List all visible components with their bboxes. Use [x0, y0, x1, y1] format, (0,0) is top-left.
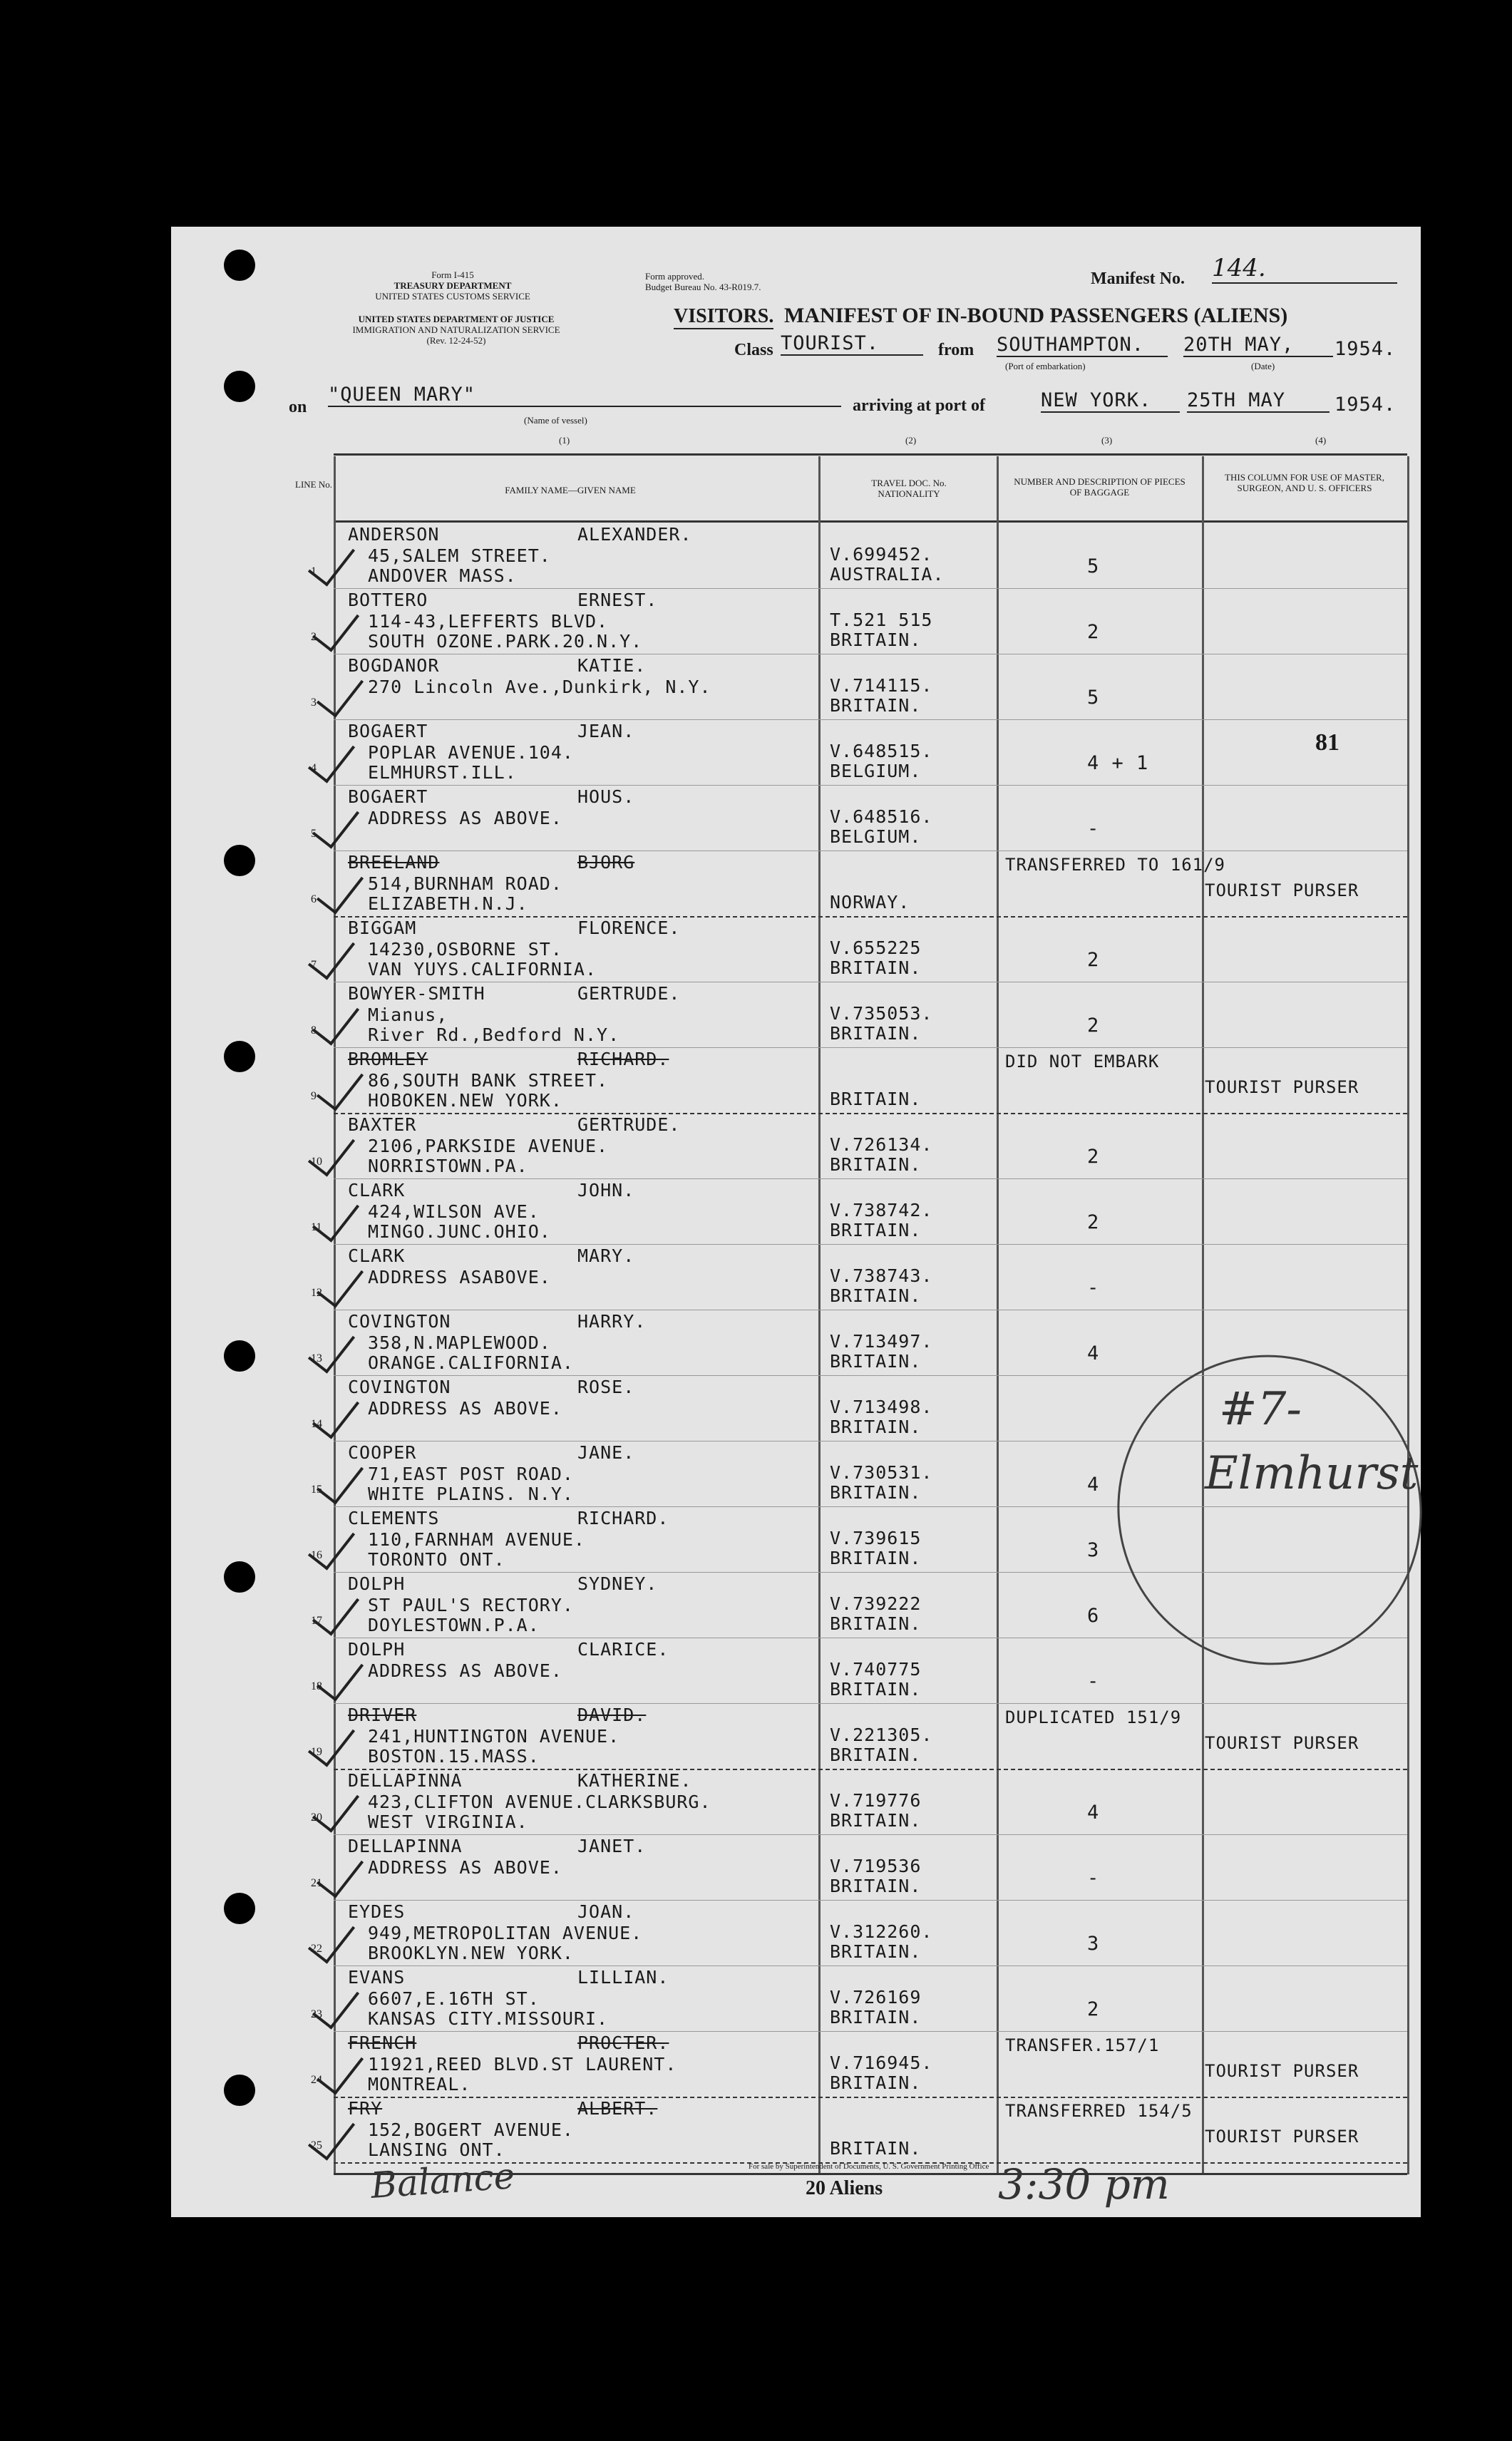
given-name: KATHERINE.: [577, 1770, 692, 1791]
baggage-count: 4 + 1: [1087, 752, 1149, 774]
baggage-count: 4: [1087, 1342, 1100, 1365]
baggage-count: -: [1087, 818, 1100, 840]
row-divider: [334, 1900, 1407, 1901]
line-number: 2: [311, 631, 317, 643]
travel-doc-number: V.716945.: [830, 2052, 933, 2073]
family-name: EYDES: [348, 1901, 406, 1922]
nationality: BRITAIN.: [830, 2138, 922, 2159]
line-number: 12: [311, 1287, 322, 1299]
arriving-label: arriving at port of: [853, 396, 985, 415]
family-name: COVINGTON: [348, 1377, 451, 1397]
family-name: COOPER: [348, 1442, 417, 1463]
address-line-1: 86,SOUTH BANK STREET.: [368, 1070, 609, 1091]
line-number: 20: [311, 1812, 322, 1824]
address-line-2: BOSTON.15.MASS.: [368, 1746, 540, 1767]
family-name: BOWYER-SMITH: [348, 983, 485, 1004]
line-number: 9: [311, 1090, 317, 1102]
row-divider: [334, 1244, 1407, 1245]
baggage-count: 4: [1087, 1474, 1100, 1496]
given-name: JEAN.: [577, 721, 635, 741]
punch-hole: [224, 1041, 255, 1072]
officer-note: TOURIST PURSER: [1205, 1733, 1359, 1753]
travel-doc-number: V.719536: [830, 1856, 922, 1876]
punch-hole: [224, 1561, 255, 1593]
line-number: 8: [311, 1024, 317, 1037]
row-divider: [334, 1178, 1407, 1179]
given-name: PROCTER.: [577, 2033, 669, 2053]
travel-doc-number: V.730531.: [830, 1462, 933, 1483]
travel-doc-number: V.739222: [830, 1593, 922, 1614]
family-name: BREELAND: [348, 852, 440, 873]
line-number: 4: [311, 762, 317, 774]
family-name: DOLPH: [348, 1639, 406, 1660]
given-name: LILLIAN.: [577, 1967, 669, 1988]
punch-hole: [224, 1893, 255, 1924]
address-line-2: ANDOVER MASS.: [368, 565, 517, 586]
row-divider: [334, 1703, 1407, 1704]
manifest-number: 144.: [1212, 254, 1397, 284]
family-name: FRENCH: [348, 2033, 417, 2053]
line-number: 5: [311, 828, 317, 840]
address-line-1: 2106,PARKSIDE AVENUE.: [368, 1136, 609, 1156]
line-number: 10: [311, 1156, 322, 1168]
line-number: 22: [311, 1943, 322, 1955]
family-name: BIGGAM: [348, 918, 417, 938]
family-name: CLARK: [348, 1245, 406, 1266]
address-line-2: KANSAS CITY.MISSOURI.: [368, 2008, 609, 2029]
baggage-count: 2: [1087, 1998, 1100, 2020]
address-line-1: 949,METROPOLITAN AVENUE.: [368, 1923, 643, 1943]
address-line-2: SOUTH OZONE.PARK.20.N.Y.: [368, 631, 643, 652]
row-divider: [334, 1965, 1407, 1966]
row-divider: [334, 588, 1407, 589]
address-line-1: 110,FARNHAM AVENUE.: [368, 1529, 585, 1550]
line-number: 21: [311, 1877, 322, 1889]
address-line-2: HOBOKEN.NEW YORK.: [368, 1090, 562, 1111]
baggage-count: 6: [1087, 1605, 1100, 1627]
family-name: BOGAERT: [348, 721, 428, 741]
address-line-1: 152,BOGERT AVENUE.: [368, 2119, 574, 2140]
given-name: ROSE.: [577, 1377, 635, 1397]
nationality: BRITAIN.: [830, 1351, 922, 1372]
address-line-1: ADDRESS AS ABOVE.: [368, 1857, 562, 1878]
nationality: BELGIUM.: [830, 761, 922, 781]
line-number: 15: [311, 1484, 322, 1496]
travel-doc-number: V.648515.: [830, 741, 933, 761]
nationality: BRITAIN.: [830, 1613, 922, 1634]
aliens-count: 20 Aliens: [806, 2177, 883, 2199]
vessel-name: "QUEEN MARY": [328, 384, 841, 407]
given-name: CLARICE.: [577, 1639, 669, 1660]
embarkation-date: 20TH MAY,: [1183, 334, 1333, 357]
address-line-1: 71,EAST POST ROAD.: [368, 1464, 574, 1484]
col-header-name: FAMILY NAME—GIVEN NAME: [505, 485, 636, 495]
family-name: COVINGTON: [348, 1311, 451, 1332]
nationality: BRITAIN.: [830, 1417, 922, 1437]
travel-doc-number: V.735053.: [830, 1003, 933, 1024]
address-line-2: ELIZABETH.N.J.: [368, 893, 528, 914]
family-name: EVANS: [348, 1967, 406, 1988]
address-line-2: MONTREAL.: [368, 2074, 471, 2095]
address-line-2: TORONTO ONT.: [368, 1549, 505, 1570]
baggage-count: -: [1087, 1867, 1100, 1889]
travel-doc-number: V.699452.: [830, 544, 933, 565]
baggage-count: TRANSFERRED TO 161/9: [1005, 855, 1225, 875]
vessel-caption: (Name of vessel): [524, 415, 587, 426]
address-line-2: BROOKLYN.NEW YORK.: [368, 1943, 574, 1963]
manifest-title: MANIFEST OF IN-BOUND PASSENGERS (ALIENS): [784, 304, 1288, 327]
travel-doc-number: V.740775: [830, 1659, 922, 1680]
table-top-border: [334, 453, 1407, 456]
handwritten-balance: Balance: [369, 2155, 516, 2206]
baggage-count: DUPLICATED 151/9: [1005, 1707, 1182, 1727]
punch-hole: [224, 845, 255, 876]
family-name: BOGDANOR: [348, 655, 440, 676]
nationality: BRITAIN.: [830, 1154, 922, 1175]
address-line-1: POPLAR AVENUE.104.: [368, 742, 574, 763]
nationality: BRITAIN.: [830, 2007, 922, 2028]
customs-label: UNITED STATES CUSTOMS SERVICE: [375, 291, 530, 302]
nationality: BRITAIN.: [830, 1023, 922, 1044]
form-info: [335, 269, 570, 302]
address-line-2: LANSING ONT.: [368, 2139, 505, 2160]
given-name: ALEXANDER.: [577, 524, 692, 545]
baggage-count: 5: [1087, 555, 1100, 577]
baggage-count: 2: [1087, 621, 1100, 643]
baggage-count: 2: [1087, 1014, 1100, 1037]
travel-doc-number: V.648516.: [830, 806, 933, 827]
given-name: MARY.: [577, 1245, 635, 1266]
line-number: 11: [311, 1221, 322, 1233]
travel-doc-number: V.739615: [830, 1528, 922, 1548]
given-name: RICHARD.: [577, 1508, 669, 1528]
given-name: SYDNEY.: [577, 1573, 658, 1594]
address-line-1: ADDRESS ASABOVE.: [368, 1267, 551, 1288]
nationality: BRITAIN.: [830, 1941, 922, 1962]
travel-doc-number: V.726169: [830, 1987, 922, 2008]
address-line-1: ADDRESS AS ABOVE.: [368, 1398, 562, 1419]
address-line-1: 423,CLIFTON AVENUE.CLARKSBURG.: [368, 1792, 711, 1812]
travel-doc-number: V.713498.: [830, 1397, 933, 1417]
given-name: HARRY.: [577, 1311, 647, 1332]
approved-label: Form approved.: [645, 271, 705, 282]
col-header-doc: TRAVEL DOC. No. NATIONALITY: [871, 478, 947, 499]
handwritten-time: 3:30 pm: [998, 2160, 1170, 2209]
address-line-1: 514,BURNHAM ROAD.: [368, 873, 562, 894]
line-number: 16: [311, 1549, 322, 1561]
nationality: NORWAY.: [830, 892, 910, 913]
punch-hole: [224, 1340, 255, 1372]
line-number: 13: [311, 1352, 322, 1365]
revision-label: (Rev. 12-24-52): [426, 335, 486, 346]
arrival-year: 1954.: [1334, 394, 1397, 416]
col-num-1: (1): [559, 435, 570, 446]
nationality: BRITAIN.: [830, 1548, 922, 1568]
visitors-label: VISITORS.: [674, 305, 773, 329]
address-line-2: VAN YUYS.CALIFORNIA.: [368, 959, 597, 980]
family-name: CLARK: [348, 1180, 406, 1201]
line-number: 7: [311, 959, 317, 971]
row-divider: [334, 916, 1407, 918]
baggage-count: 3: [1087, 1539, 1100, 1561]
address-line-1: ADDRESS AS ABOVE.: [368, 1660, 562, 1681]
line-number: 23: [311, 2008, 322, 2020]
nationality: BRITAIN.: [830, 1220, 922, 1240]
baggage-count: 2: [1087, 949, 1100, 971]
form-number: Form I-415: [431, 269, 474, 280]
table-border: [1407, 456, 1409, 2174]
address-line-2: ELMHURST.ILL.: [368, 762, 517, 783]
address-line-1: 14230,OSBORNE ST.: [368, 939, 562, 960]
address-line-1: ADDRESS AS ABOVE.: [368, 808, 562, 828]
treasury-label: TREASURY DEPARTMENT: [394, 280, 512, 291]
col-header-officers: THIS COLUMN FOR USE OF MASTER, SURGEON, AND U. S. OFFICERS: [1225, 472, 1384, 493]
row-divider: [334, 1769, 1407, 1770]
ins-label: IMMIGRATION AND NATURALIZATION SERVICE: [352, 324, 560, 335]
nationality: BRITAIN.: [830, 1285, 922, 1306]
embarkation-year: 1954.: [1334, 338, 1397, 360]
nationality: BRITAIN.: [830, 695, 922, 716]
address-line-1: 11921,REED BLVD.ST LAURENT.: [368, 2054, 677, 2075]
date-caption: (Date): [1251, 361, 1275, 371]
family-name: CLEMENTS: [348, 1508, 440, 1528]
baggage-count: TRANSFER.157/1: [1005, 2035, 1160, 2055]
table-header-border: [334, 520, 1407, 523]
travel-doc-number: V.719776: [830, 1790, 922, 1811]
given-name: JANET.: [577, 1836, 647, 1856]
family-name: ANDERSON: [348, 524, 440, 545]
port-of-embarkation: SOUTHAMPTON.: [997, 334, 1168, 357]
address-line-1: 45,SALEM STREET.: [368, 545, 551, 566]
nationality: BELGIUM.: [830, 826, 922, 847]
approval-info: [645, 271, 761, 292]
row-divider: [334, 1834, 1407, 1835]
travel-doc-number: V.714115.: [830, 675, 933, 696]
row-divider: [334, 785, 1407, 786]
address-line-2: ORANGE.CALIFORNIA.: [368, 1352, 574, 1373]
family-name: DELLAPINNA: [348, 1836, 463, 1856]
line-number: 25: [311, 2139, 322, 2152]
row-divider: [334, 1047, 1407, 1048]
officer-note: TOURIST PURSER: [1205, 880, 1359, 900]
officer-note: TOURIST PURSER: [1205, 1077, 1359, 1097]
col-num-3: (3): [1101, 435, 1113, 446]
travel-doc-number: V.312260.: [830, 1921, 933, 1942]
travel-doc-number: T.521 515: [830, 610, 933, 630]
address-line-1: 358,N.MAPLEWOOD.: [368, 1332, 551, 1353]
baggage-count: 2: [1087, 1146, 1100, 1168]
given-name: ERNEST.: [577, 590, 658, 610]
class-value: TOURIST.: [781, 332, 923, 356]
line-number: 1: [311, 565, 317, 577]
line-number: 14: [311, 1418, 322, 1430]
address-line-1: Mianus,: [368, 1004, 448, 1025]
row-divider: [334, 2097, 1407, 2098]
family-name: BOGAERT: [348, 786, 428, 807]
baggage-count: -: [1087, 1670, 1100, 1692]
table-divider: [818, 456, 821, 2174]
nationality: BRITAIN.: [830, 957, 922, 978]
nationality: BRITAIN.: [830, 1876, 922, 1896]
travel-doc-number: V.713497.: [830, 1331, 933, 1352]
port-caption: (Port of embarkation): [1005, 361, 1086, 371]
given-name: BJORG: [577, 852, 635, 873]
arrival-date: 25TH MAY: [1187, 389, 1330, 413]
punch-hole: [224, 371, 255, 402]
line-number: 3: [311, 697, 317, 709]
row-divider: [334, 2031, 1407, 2032]
nationality: AUSTRALIA.: [830, 564, 945, 585]
form-info-2: [292, 314, 620, 346]
baggage-count: 2: [1087, 1211, 1100, 1233]
on-label: on: [289, 398, 307, 416]
circle-note-2: Elmhurst: [1205, 1447, 1419, 1500]
baggage-count: 3: [1087, 1933, 1100, 1955]
travel-doc-number: V.726134.: [830, 1134, 933, 1155]
address-line-1: 241,HUNTINGTON AVENUE.: [368, 1726, 620, 1747]
col-header-baggage: NUMBER AND DESCRIPTION OF PIECES OF BAGGAGE: [1014, 476, 1186, 498]
nationality: BRITAIN.: [830, 1744, 922, 1765]
address-line-2: WEST VIRGINIA.: [368, 1812, 528, 1832]
line-number: 24: [311, 2074, 322, 2086]
address-line-2: River Rd.,Bedford N.Y.: [368, 1024, 620, 1045]
address-line-1: ST PAUL'S RECTORY.: [368, 1595, 574, 1615]
table-divider: [1202, 456, 1204, 2174]
col-num-4: (4): [1315, 435, 1327, 446]
nationality: BRITAIN.: [830, 1482, 922, 1503]
col-num-2: (2): [905, 435, 917, 446]
baggage-count: 5: [1087, 687, 1100, 709]
address-line-2: NORRISTOWN.PA.: [368, 1156, 528, 1176]
travel-doc-number: V.221305.: [830, 1725, 933, 1745]
row-divider: [334, 1113, 1407, 1114]
given-name: RICHARD.: [577, 1049, 669, 1069]
circle-note: #7-: [1219, 1383, 1302, 1436]
travel-doc-number: V.655225: [830, 937, 922, 958]
given-name: GERTRUDE.: [577, 1114, 681, 1135]
family-name: FRY: [348, 2098, 383, 2119]
travel-doc-number: V.738742.: [830, 1200, 933, 1220]
row-divider: [334, 719, 1407, 720]
family-name: BAXTER: [348, 1114, 417, 1135]
address-line-1: 114-43,LEFFERTS BLVD.: [368, 611, 609, 632]
family-name: BROMLEY: [348, 1049, 428, 1069]
given-name: JANE.: [577, 1442, 635, 1463]
family-name: DRIVER: [348, 1705, 417, 1725]
line-number: 18: [311, 1680, 322, 1692]
address-line-1: 270 Lincoln Ave.,Dunkirk, N.Y.: [368, 677, 711, 697]
punch-hole: [224, 2075, 255, 2106]
line-number: 17: [311, 1615, 322, 1627]
given-name: JOAN.: [577, 1901, 635, 1922]
budget-label: Budget Bureau No. 43-R019.7.: [645, 282, 761, 292]
manifest-label: Manifest No.: [1091, 269, 1185, 288]
nationality: BRITAIN.: [830, 1089, 922, 1109]
given-name: JOHN.: [577, 1180, 635, 1201]
printer-note: For sale by Superintendent of Documents, U. S. Government Printing Office: [749, 2162, 989, 2171]
nationality: BRITAIN.: [830, 1679, 922, 1700]
nationality: BRITAIN.: [830, 2072, 922, 2093]
baggage-count: -: [1087, 1277, 1100, 1299]
nationality: BRITAIN.: [830, 629, 922, 650]
given-name: DAVID.: [577, 1705, 647, 1725]
officer-note: TOURIST PURSER: [1205, 2127, 1359, 2147]
line-number: 6: [311, 893, 317, 905]
from-label: from: [938, 341, 974, 359]
travel-doc-number: V.738743.: [830, 1265, 933, 1286]
given-name: ALBERT.: [577, 2098, 658, 2119]
baggage-count: DID NOT EMBARK: [1005, 1052, 1160, 1072]
class-label: Class: [734, 341, 773, 359]
given-name: FLORENCE.: [577, 918, 681, 938]
given-name: GERTRUDE.: [577, 983, 681, 1004]
address-line-2: WHITE PLAINS. N.Y.: [368, 1484, 574, 1504]
address-line-2: DOYLESTOWN.P.A.: [368, 1615, 540, 1635]
officer-note: 81: [1315, 729, 1339, 756]
family-name: DOLPH: [348, 1573, 406, 1594]
col-header-line: LINE No.: [295, 479, 332, 490]
nationality: BRITAIN.: [830, 1810, 922, 1831]
baggage-count: 4: [1087, 1802, 1100, 1824]
arrival-port: NEW YORK.: [1041, 389, 1180, 413]
line-number: 19: [311, 1746, 322, 1758]
given-name: KATIE.: [577, 655, 647, 676]
table-divider: [997, 456, 999, 2174]
punch-hole: [224, 250, 255, 281]
officer-note: TOURIST PURSER: [1205, 2061, 1359, 2081]
family-name: DELLAPINNA: [348, 1770, 463, 1791]
justice-label: UNITED STATES DEPARTMENT OF JUSTICE: [358, 314, 555, 324]
family-name: BOTTERO: [348, 590, 428, 610]
address-line-1: 424,WILSON AVE.: [368, 1201, 540, 1222]
address-line-2: MINGO.JUNC.OHIO.: [368, 1221, 551, 1242]
baggage-count: TRANSFERRED 154/5: [1005, 2101, 1193, 2121]
given-name: HOUS.: [577, 786, 635, 807]
address-line-1: 6607,E.16TH ST.: [368, 1988, 540, 2009]
